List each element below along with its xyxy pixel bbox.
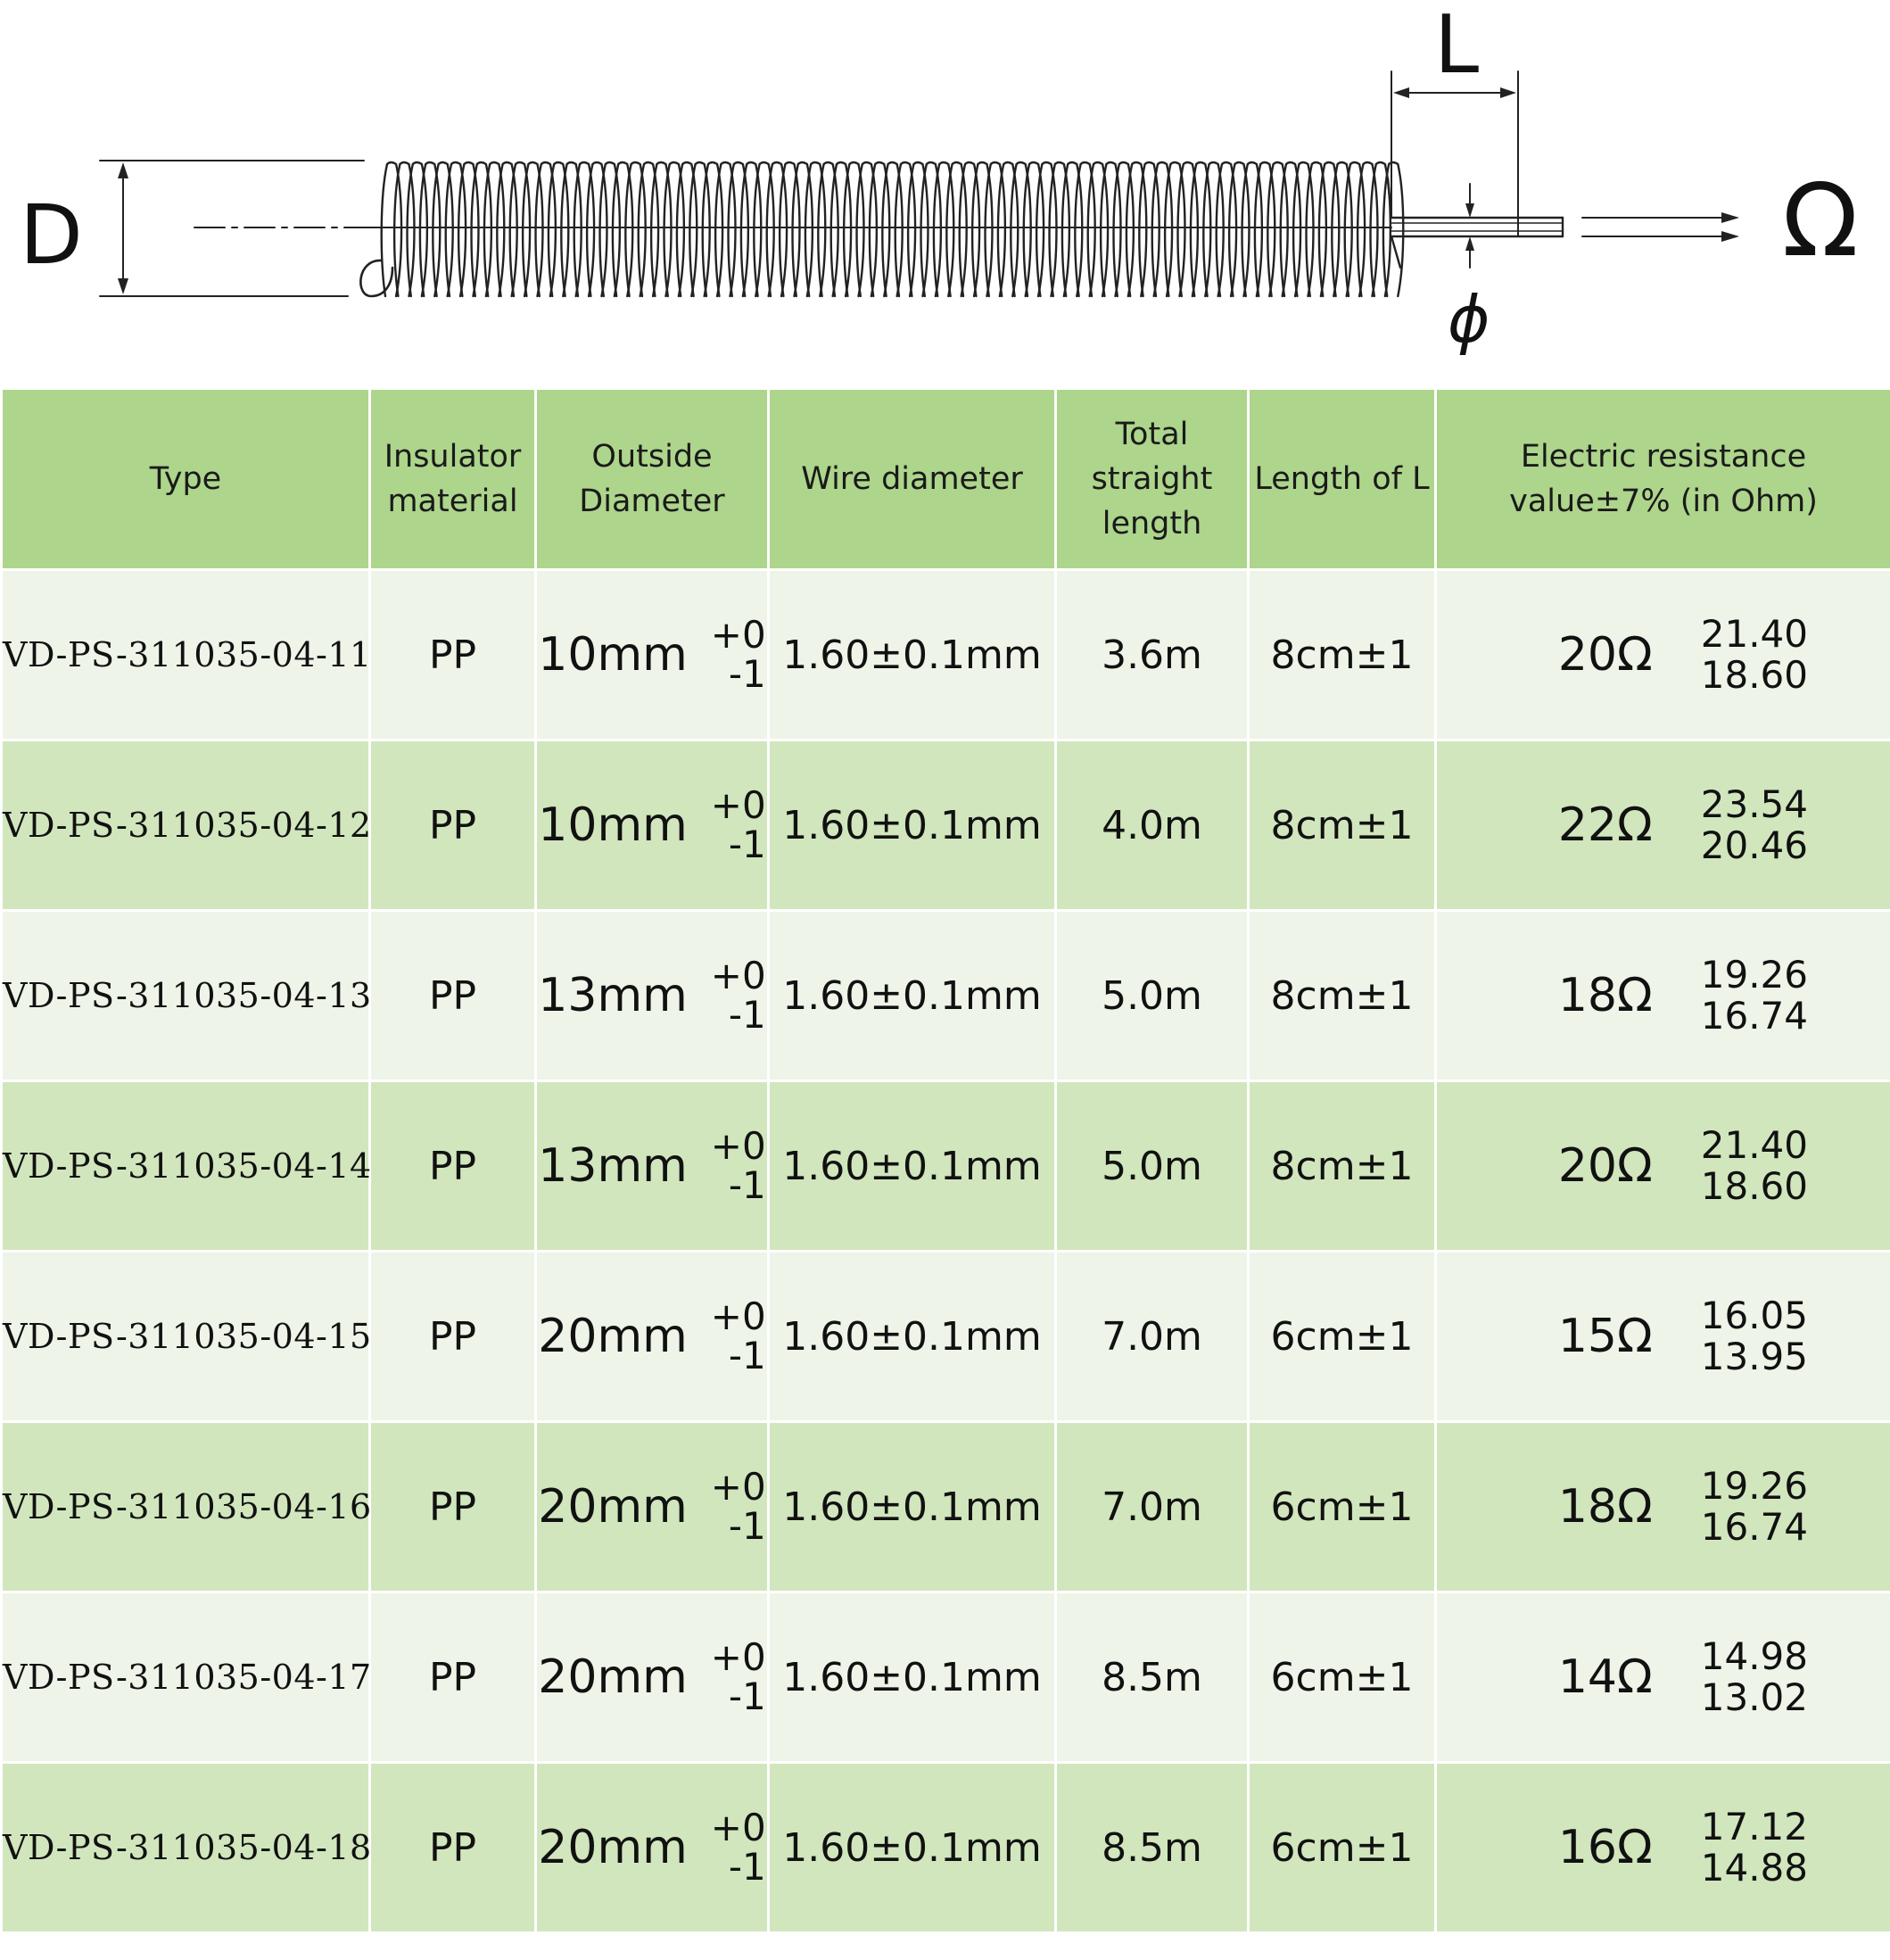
coil-turn [1191, 162, 1210, 296]
coil-turn [986, 162, 1005, 296]
resistance-cell [1436, 1422, 1890, 1592]
coil-turn [1024, 162, 1044, 296]
resistance-max: 19.26 [1700, 1464, 1808, 1508]
column-header-line: value±7% (in Ohm) [1509, 484, 1818, 519]
resistance-min: 20.46 [1700, 823, 1808, 867]
table-row [2, 1592, 1890, 1763]
table-row [2, 740, 1890, 911]
resistance-cell [1436, 911, 1890, 1081]
wire-diameter-cell: 1.60±0.1mm [769, 570, 1056, 740]
coil-turn [703, 162, 722, 296]
resistance-min: 13.95 [1700, 1335, 1808, 1378]
insulator-cell: PP [370, 740, 536, 911]
total-length-cell: 8.5m [1056, 1763, 1249, 1933]
coil-turn [1152, 162, 1172, 296]
coil-turn [934, 162, 953, 296]
type-cell: VD-PS-311035-04-14 [2, 1081, 370, 1252]
outside-diameter-tolerance [710, 1294, 766, 1377]
tolerance-minus: -1 [728, 823, 766, 866]
outside-diameter-group [537, 1635, 767, 1718]
resistance-group [1437, 1295, 1890, 1377]
coil-turn [1383, 162, 1403, 296]
coil-turn [921, 162, 941, 296]
coil-turn [664, 162, 684, 296]
resistance-min: 14.88 [1700, 1846, 1808, 1890]
resistance-cell [1436, 740, 1890, 911]
resistance-min: 16.74 [1700, 994, 1808, 1038]
total-length-cell: 7.0m [1056, 1422, 1249, 1592]
coil-turn [895, 162, 915, 296]
outside-diameter-group [537, 613, 767, 696]
resistance-omega-label: Ω [1782, 163, 1859, 279]
outside-diameter-cell [536, 1252, 769, 1422]
table-row [2, 1763, 1890, 1933]
coil-turn [600, 162, 620, 296]
column-header [769, 389, 1056, 570]
wire-diameter-cell: 1.60±0.1mm [769, 1763, 1056, 1933]
outside-diameter-value: 13mm [538, 969, 688, 1022]
length-l-cell: 6cm±1 [1249, 1422, 1436, 1592]
resistance-max: 14.98 [1700, 1634, 1808, 1678]
outside-diameter-value: 20mm [538, 1480, 688, 1534]
coil-turn [793, 162, 813, 296]
resistance-group [1437, 1125, 1890, 1207]
coil-turn [677, 162, 697, 296]
coil-turn [1203, 162, 1223, 296]
type-cell: VD-PS-311035-04-16 [2, 1422, 370, 1592]
outside-diameter-group [537, 1808, 767, 1887]
length-l-cell: 6cm±1 [1249, 1763, 1436, 1933]
resistance-range [1701, 955, 1808, 1037]
column-header-line: Length of L [1254, 461, 1430, 497]
column-header-line: Insulator [384, 439, 522, 475]
resistance-min: 18.60 [1700, 1164, 1808, 1208]
resistance-range [1701, 1466, 1808, 1548]
resistance-cell [1436, 1252, 1890, 1422]
outside-diameter-value: 13mm [538, 1139, 688, 1193]
insulator-cell: PP [370, 911, 536, 1081]
tolerance-plus: +0 [710, 1124, 766, 1168]
coil-turn [549, 162, 568, 296]
coil-turn [433, 162, 452, 296]
type-cell: VD-PS-311035-04-13 [2, 911, 370, 1081]
outside-diameter-tolerance [710, 783, 766, 866]
wire-diameter-cell: 1.60±0.1mm [769, 1592, 1056, 1763]
outside-diameter-cell [536, 1422, 769, 1592]
resistance-group [1437, 1466, 1890, 1548]
insulator-cell: PP [370, 1081, 536, 1252]
outside-diameter-cell [536, 740, 769, 911]
dimension-phi-arrow-down [1465, 203, 1474, 218]
coil-turn [729, 162, 748, 296]
column-header-line: Type [149, 461, 222, 497]
column-header-line: straight [1091, 461, 1213, 497]
tolerance-minus: -1 [728, 652, 766, 696]
total-length-cell: 4.0m [1056, 740, 1249, 911]
tolerance-plus: +0 [710, 613, 766, 657]
resistance-min: 18.60 [1700, 653, 1808, 697]
length-l-cell: 8cm±1 [1249, 1081, 1436, 1252]
outside-diameter-value: 10mm [538, 798, 688, 852]
column-header [1249, 389, 1436, 570]
resistance-cell [1436, 1081, 1890, 1252]
coil-turn [408, 162, 427, 296]
insulator-cell: PP [370, 1422, 536, 1592]
coil-turn [1229, 162, 1249, 296]
coil-turn [587, 162, 607, 296]
total-length-cell: 3.6m [1056, 570, 1249, 740]
coil-turn [754, 162, 773, 296]
insulator-cell: PP [370, 570, 536, 740]
resistance-range [1701, 614, 1808, 696]
coil-turn [946, 162, 966, 296]
dimension-phi-arrow-up [1465, 236, 1474, 251]
column-header-line: Wire diameter [801, 461, 1023, 497]
column-header [370, 389, 536, 570]
wire-diameter-cell: 1.60±0.1mm [769, 1422, 1056, 1592]
resistance-nominal: 15Ω [1557, 1310, 1653, 1363]
spring-drawing [0, 0, 1890, 385]
coil-turn [1345, 162, 1365, 296]
resistance-nominal: 20Ω [1557, 628, 1653, 682]
coil-turn [536, 162, 556, 296]
tolerance-plus: +0 [710, 783, 766, 827]
coil-turn [1319, 162, 1339, 296]
resistance-group [1437, 1636, 1890, 1718]
dimension-phi-label: ϕ [1448, 282, 1490, 357]
total-length-cell: 7.0m [1056, 1252, 1249, 1422]
resistance-range [1701, 784, 1808, 866]
insulator-cell: PP [370, 1763, 536, 1933]
type-cell: VD-PS-311035-04-17 [2, 1592, 370, 1763]
resistance-range [1701, 1807, 1808, 1889]
column-header [2, 389, 370, 570]
resistance-max: 19.26 [1700, 953, 1808, 997]
coil-turn [741, 162, 761, 296]
coil-turn [1011, 162, 1030, 296]
tolerance-minus: -1 [728, 993, 766, 1037]
resistance-group [1437, 784, 1890, 866]
outside-diameter-group [537, 1465, 767, 1548]
total-length-cell: 5.0m [1056, 911, 1249, 1081]
resistance-max: 16.05 [1700, 1294, 1808, 1337]
length-l-cell: 8cm±1 [1249, 570, 1436, 740]
coil-turn [844, 162, 863, 296]
wire-diameter-cell: 1.60±0.1mm [769, 1081, 1056, 1252]
type-cell: VD-PS-311035-04-11 [2, 570, 370, 740]
outside-diameter-tolerance [710, 1465, 766, 1548]
table-row [2, 1422, 1890, 1592]
column-header [1056, 389, 1249, 570]
coil-turn [1127, 162, 1146, 296]
specification-table [0, 387, 1890, 1934]
coil-turn [446, 162, 466, 296]
coil-turn [651, 162, 671, 296]
resistance-max: 21.40 [1700, 612, 1808, 656]
tolerance-plus: +0 [710, 1465, 766, 1509]
column-header-line: length [1102, 506, 1202, 542]
outside-diameter-cell [536, 1592, 769, 1763]
resistance-nominal: 18Ω [1557, 1480, 1653, 1534]
coil-turn [715, 162, 735, 296]
tolerance-plus: +0 [710, 1806, 766, 1849]
tolerance-plus: +0 [710, 1635, 766, 1679]
coil-turn [561, 162, 581, 296]
outside-diameter-tolerance [711, 1808, 766, 1887]
outside-diameter-value: 10mm [538, 628, 688, 682]
tolerance-plus: +0 [710, 1294, 766, 1338]
spring-diagram [0, 0, 1890, 385]
coil-turn [998, 162, 1018, 296]
tolerance-minus: -1 [728, 1504, 766, 1548]
dimension-d-label: D [20, 187, 83, 283]
coil-turns [382, 162, 1404, 296]
column-header-line: Outside [591, 439, 713, 475]
dimension-l-label: L [1434, 0, 1480, 92]
column-header-line: Total [1115, 417, 1189, 452]
coil-turn [767, 162, 787, 296]
tolerance-plus: +0 [710, 954, 766, 997]
coil-turn [613, 162, 632, 296]
coil-turn [574, 162, 594, 296]
resistance-max: 17.12 [1700, 1805, 1808, 1848]
wire-diameter-cell: 1.60±0.1mm [769, 1252, 1056, 1422]
coil-turn [1293, 162, 1313, 296]
outside-diameter-value: 20mm [538, 1310, 688, 1363]
coil-turn [1332, 162, 1351, 296]
outside-diameter-group [537, 783, 767, 866]
coil-turn [1307, 162, 1326, 296]
resistance-nominal: 22Ω [1557, 798, 1653, 852]
coil-turn [1101, 162, 1120, 296]
coil-turn [1165, 162, 1184, 296]
outside-diameter-group [537, 956, 767, 1035]
resistance-group [1437, 955, 1890, 1037]
column-header [536, 389, 769, 570]
insulator-cell: PP [370, 1592, 536, 1763]
output-arrow-bottom-head [1721, 231, 1739, 242]
outside-diameter-tolerance [710, 1635, 766, 1718]
resistance-nominal: 20Ω [1557, 1139, 1653, 1193]
column-header [1436, 389, 1890, 570]
resistance-group [1437, 614, 1890, 696]
coil-turn [1139, 162, 1159, 296]
type-cell: VD-PS-311035-04-12 [2, 740, 370, 911]
coil-turn [818, 162, 838, 296]
resistance-range [1701, 1295, 1808, 1377]
length-l-cell: 6cm±1 [1249, 1252, 1436, 1422]
coil-turn [1062, 162, 1082, 296]
outside-diameter-tolerance [710, 613, 766, 696]
output-arrow-top-head [1721, 212, 1739, 223]
coil-turn [497, 162, 516, 296]
resistance-range [1701, 1125, 1808, 1207]
coil-turn [1358, 162, 1377, 296]
coil-turn [1036, 162, 1056, 296]
type-cell: VD-PS-311035-04-15 [2, 1252, 370, 1422]
coil-turn [484, 162, 504, 296]
total-length-cell: 8.5m [1056, 1592, 1249, 1763]
resistance-nominal: 18Ω [1557, 969, 1653, 1022]
outside-diameter-cell [536, 1081, 769, 1252]
coil-turn [857, 162, 877, 296]
coil-turn [882, 162, 902, 296]
resistance-cell [1436, 1763, 1890, 1933]
resistance-nominal: 16Ω [1557, 1821, 1653, 1874]
length-l-cell: 8cm±1 [1249, 740, 1436, 911]
coil-turn [1050, 162, 1069, 296]
table-row [2, 911, 1890, 1081]
column-header-line: material [387, 484, 518, 519]
outside-diameter-group [537, 1124, 767, 1207]
coil-turn [472, 162, 491, 296]
outside-diameter-value: 20mm [538, 1821, 688, 1874]
outside-diameter-tolerance [710, 1124, 766, 1207]
coil-turn [1114, 162, 1134, 296]
coil-turn [1088, 162, 1108, 296]
dimension-l-arrow-right [1500, 87, 1516, 98]
tolerance-minus: -1 [728, 1675, 766, 1718]
coil-turn [972, 162, 992, 296]
coil-turn [870, 162, 889, 296]
coil-turn [523, 162, 542, 296]
tolerance-minus: -1 [728, 1334, 766, 1377]
total-length-cell: 5.0m [1056, 1081, 1249, 1252]
resistance-group [1437, 1807, 1890, 1889]
coil-turn [689, 162, 709, 296]
resistance-max: 21.40 [1700, 1123, 1808, 1167]
resistance-min: 13.02 [1700, 1675, 1808, 1719]
dimension-d-arrow-down [118, 278, 128, 294]
coil-turn [960, 162, 979, 296]
outside-diameter-group [537, 1294, 767, 1377]
coil-turn [1255, 162, 1275, 296]
resistance-max: 23.54 [1700, 782, 1808, 826]
coil-turn [1178, 162, 1198, 296]
coil-turn [420, 162, 440, 296]
length-l-cell: 6cm±1 [1249, 1592, 1436, 1763]
length-l-cell: 8cm±1 [1249, 911, 1436, 1081]
coil-turn [625, 162, 645, 296]
coil-turn [831, 162, 851, 296]
column-header-line: Diameter [579, 484, 725, 519]
coil-turn [1217, 162, 1236, 296]
coil-turn [1281, 162, 1300, 296]
table-row [2, 570, 1890, 740]
wire-diameter-cell: 1.60±0.1mm [769, 740, 1056, 911]
coil-turn [510, 162, 530, 296]
resistance-cell [1436, 570, 1890, 740]
table-header-row [2, 389, 1890, 570]
outside-diameter-cell [536, 570, 769, 740]
resistance-nominal: 14Ω [1557, 1650, 1653, 1704]
coil-turn [1267, 162, 1287, 296]
type-cell: VD-PS-311035-04-18 [2, 1763, 370, 1933]
outside-diameter-cell [536, 911, 769, 1081]
tolerance-minus: -1 [728, 1845, 766, 1889]
resistance-cell [1436, 1592, 1890, 1763]
coil-turn [639, 162, 658, 296]
dimension-d-arrow-up [118, 162, 128, 178]
resistance-min: 16.74 [1700, 1505, 1808, 1549]
tolerance-minus: -1 [728, 1163, 766, 1207]
coil-turn [394, 162, 414, 296]
column-header-line: Electric resistance [1520, 439, 1807, 475]
table-body [2, 570, 1890, 1933]
table-row [2, 1081, 1890, 1252]
wire-diameter-cell: 1.60±0.1mm [769, 911, 1056, 1081]
coil-turn [780, 162, 799, 296]
dimension-l-arrow-left [1393, 87, 1409, 98]
outside-diameter-tolerance [711, 956, 766, 1035]
insulator-cell: PP [370, 1252, 536, 1422]
coil-turn [805, 162, 825, 296]
table-row [2, 1252, 1890, 1422]
coil-turn [908, 162, 928, 296]
resistance-range [1701, 1636, 1808, 1718]
coil-turn [1242, 162, 1262, 296]
coil-end-hook [360, 261, 392, 296]
coil-turn [458, 162, 478, 296]
coil-turn [1075, 162, 1094, 296]
outside-diameter-value: 20mm [538, 1650, 688, 1704]
outside-diameter-cell [536, 1763, 769, 1933]
